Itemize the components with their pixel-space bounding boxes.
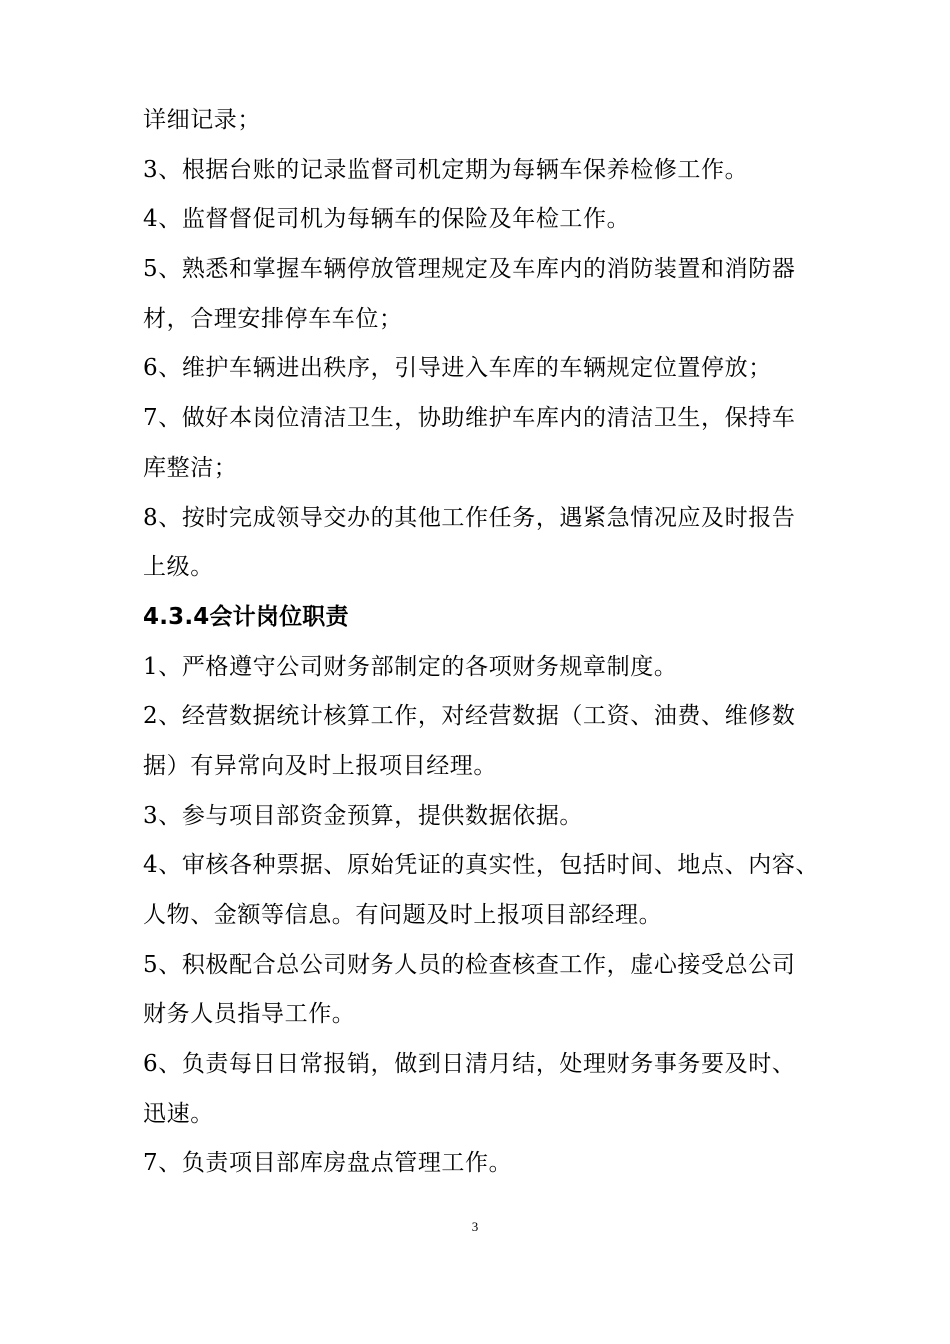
text-line: 详细记录； (143, 107, 261, 133)
text-line: 材，合理安排停车车位； (143, 305, 403, 332)
text-line: 7、负责项目部库房盘点管理工作。 (143, 1150, 513, 1177)
text-line: 人物、金额等信息。有问题及时上报项目部经理。 (143, 902, 663, 928)
text-line: 4、审核各种票据、原始凭证的真实性，包括时间、地点、内容、 (143, 852, 820, 879)
section-heading: 4.3.4会计岗位职责 (143, 603, 349, 630)
text-line: 1、严格遵守公司财务部制定的各项财务规章制度。 (143, 653, 678, 680)
text-line: 7、做好本岗位清洁卫生，协助维护车库内的清洁卫生，保持车 (143, 405, 796, 432)
text-line: 2、经营数据统计核算工作，对经营数据（工资、油费、维修数 (143, 703, 796, 730)
text-line: 3、参与项目部资金预算，提供数据依据。 (143, 802, 584, 829)
text-line: 财务人员指导工作。 (143, 1001, 356, 1028)
text-line: 上级。 (143, 554, 214, 581)
text-line: 6、维护车辆进出秩序，引导进入车库的车辆规定位置停放； (143, 355, 772, 382)
text-line: 5、积极配合总公司财务人员的检查核查工作，虚心接受总公司 (143, 951, 796, 978)
document-body (143, 96, 820, 1189)
text-line: 库整洁； (143, 454, 238, 481)
text-line: 8、按时完成领导交办的其他工作任务，遇紧急情况应及时报告 (143, 504, 796, 531)
text-line: 3、根据台账的记录监督司机定期为每辆车保养检修工作。 (143, 156, 749, 183)
text-line: 6、负责每日日常报销，做到日清月结，处理财务事务要及时、 (143, 1051, 796, 1078)
text-line: 4、监督督促司机为每辆车的保险及年检工作。 (143, 206, 631, 233)
text-line: 据）有异常向及时上报项目经理。 (143, 752, 497, 779)
text-line: 5、熟悉和掌握车辆停放管理规定及车库内的消防装置和消防器 (143, 256, 796, 283)
text-line: 迅速。 (143, 1100, 214, 1127)
page-number: 3 (471, 1219, 479, 1234)
